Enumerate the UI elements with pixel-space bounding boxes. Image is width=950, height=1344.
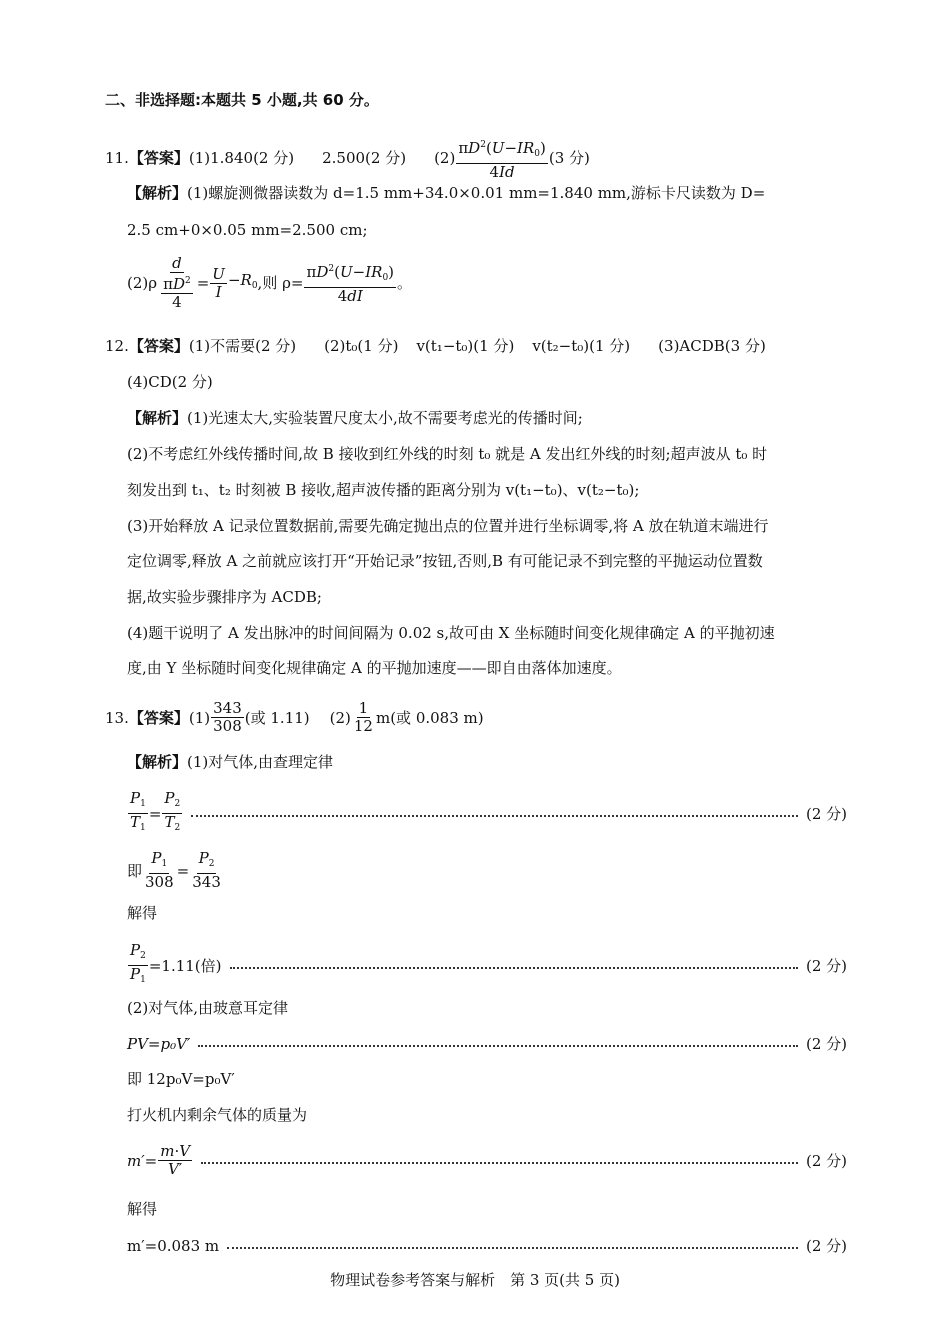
- q13-eq1-row: $\frac{P_1}{T_1}$ = $\frac{P_2}{T_2}$ (2 分): [130, 789, 847, 833]
- question-number: 11.: [105, 149, 129, 167]
- q12-answer-line: 12.【答案】(1)不需要(2 分) (2)t₀(1 分) v(t₁−t₀)(1 分) v(t₂−t₀)(1 分) (3)ACDB(3 分): [105, 337, 766, 355]
- q13-expl-1: 【解析】(1)对气体,由查理定律: [127, 753, 334, 771]
- points-label: (2 分): [805, 805, 847, 823]
- leader-dots: [230, 967, 798, 969]
- q11-rho-fraction: $\frac{d}{\frac{\pi D^2}{4}}$: [163, 254, 191, 311]
- q11-ans-a: (1)1.840(2 分): [188, 149, 295, 167]
- question-number: 13.: [105, 708, 129, 727]
- q13-eq6-row: m′= $\frac{m\cdot V}{V'}$ (2 分): [127, 1142, 847, 1178]
- q13-expl-2: (2)对气体,由玻意耳定律: [127, 999, 289, 1017]
- points-label: (2 分): [805, 1035, 847, 1053]
- q13-jiede-2: 解得: [127, 1200, 158, 1218]
- points-label: (2 分): [805, 957, 847, 975]
- q11-ans-c-pre: (2): [434, 149, 456, 167]
- q12-expl-8: 度,由 Y 坐标随时间变化规律确定 A 的平抛加速度——即自由落体加速度。: [127, 659, 622, 677]
- q12-ans-6: (4)CD(2 分): [127, 373, 213, 391]
- q11-ans-b: 2.500(2 分): [322, 149, 407, 167]
- q13-eq2: 即 $\frac{P_1}{308}$ = $\frac{P_2}{343}$: [127, 849, 221, 891]
- q13-eq3-row: $\frac{P_2}{P_1}$ =1.11(倍) (2 分): [130, 941, 847, 985]
- q11-expl-2: 2.5 cm+0×0.05 mm=2.500 cm;: [127, 221, 368, 239]
- leader-dots: [201, 1162, 798, 1164]
- q13-answer-line: 13. 【答案】 (1) $\frac{343}{308}$ (或 1.11) (2) $\frac{1}{12}$ m(或 0.083 m): [105, 699, 484, 735]
- q12-expl-6: 据,故实验步骤排序为 ACDB;: [127, 588, 322, 606]
- q13-jiede-1: 解得: [127, 904, 158, 922]
- q13-expl-3: 打火机内剩余气体的质量为: [127, 1106, 308, 1124]
- q13-eq4-row: PV=p₀V′ (2 分): [127, 1034, 847, 1053]
- answer-label: 【答案】: [128, 149, 189, 167]
- leader-dots: [227, 1247, 798, 1249]
- q11-expl-3: (2)ρ $\frac{d}{\frac{\pi D^2}{4}}$ = $\frac{U}{I}$ $-R_0$ ,则 ρ= $\frac{\pi D^2(U-IR_0)}{4dI}$ 。: [127, 254, 413, 311]
- q12-expl-7: (4)题干说明了 A 发出脉冲的时间间隔为 0.02 s,故可由 X 坐标随时间变化规律确定 A 的平抛初速: [127, 624, 775, 642]
- q12-expl-5: 定位调零,释放 A 之前就应该打开“开始记录”按钮,否则,B 有可能记录不到完整的平抛运动位置数: [127, 552, 763, 570]
- q11-ans-c-post: (3 分): [548, 149, 590, 167]
- q12-expl-1: 【解析】(1)光速太大,实验装置尺度太小,故不需要考虑光的传播时间;: [127, 409, 583, 427]
- q12-expl-3: 刻发出到 t₁、t₂ 时刻被 B 接收,超声波传播的距离分别为 v(t₁−t₀)、v(t₂−t₀);: [127, 481, 640, 499]
- q12-expl-2: (2)不考虑红外线传播时间,故 B 接收到红外线的时刻 t₀ 就是 A 发出红外线的时刻;超声波从 t₀ 时: [127, 445, 768, 463]
- q11-expl-1: 【解析】(1)螺旋测微器读数为 d=1.5 mm+34.0×0.01 mm=1.840 mm,游标卡尺读数为 D=: [127, 184, 766, 202]
- question-number: 12.: [105, 337, 129, 355]
- q13-eq7-row: m′=0.083 m (2 分): [127, 1236, 847, 1255]
- points-label: (2 分): [805, 1152, 847, 1170]
- leader-dots: [198, 1045, 798, 1047]
- section-title: 二、非选择题:本题共 5 小题,共 60 分。: [105, 91, 379, 109]
- leader-dots: [191, 815, 798, 817]
- q11-answer-line: [105, 137, 590, 181]
- page-footer: 物理试卷参考答案与解析 第 3 页(共 5 页): [330, 1271, 620, 1289]
- q13-eq5: 即 12p₀V=p₀V′: [127, 1070, 235, 1088]
- q12-expl-4: (3)开始释放 A 记录位置数据前,需要先确定抛出点的位置并进行坐标调零,将 A 放在轨道末端进行: [127, 517, 769, 535]
- q11-formula: $\frac{\pi D^2(U-IR_0)}{4Id}$: [458, 139, 546, 181]
- points-label: (2 分): [805, 1237, 847, 1255]
- analysis-label: 【解析】: [127, 184, 188, 202]
